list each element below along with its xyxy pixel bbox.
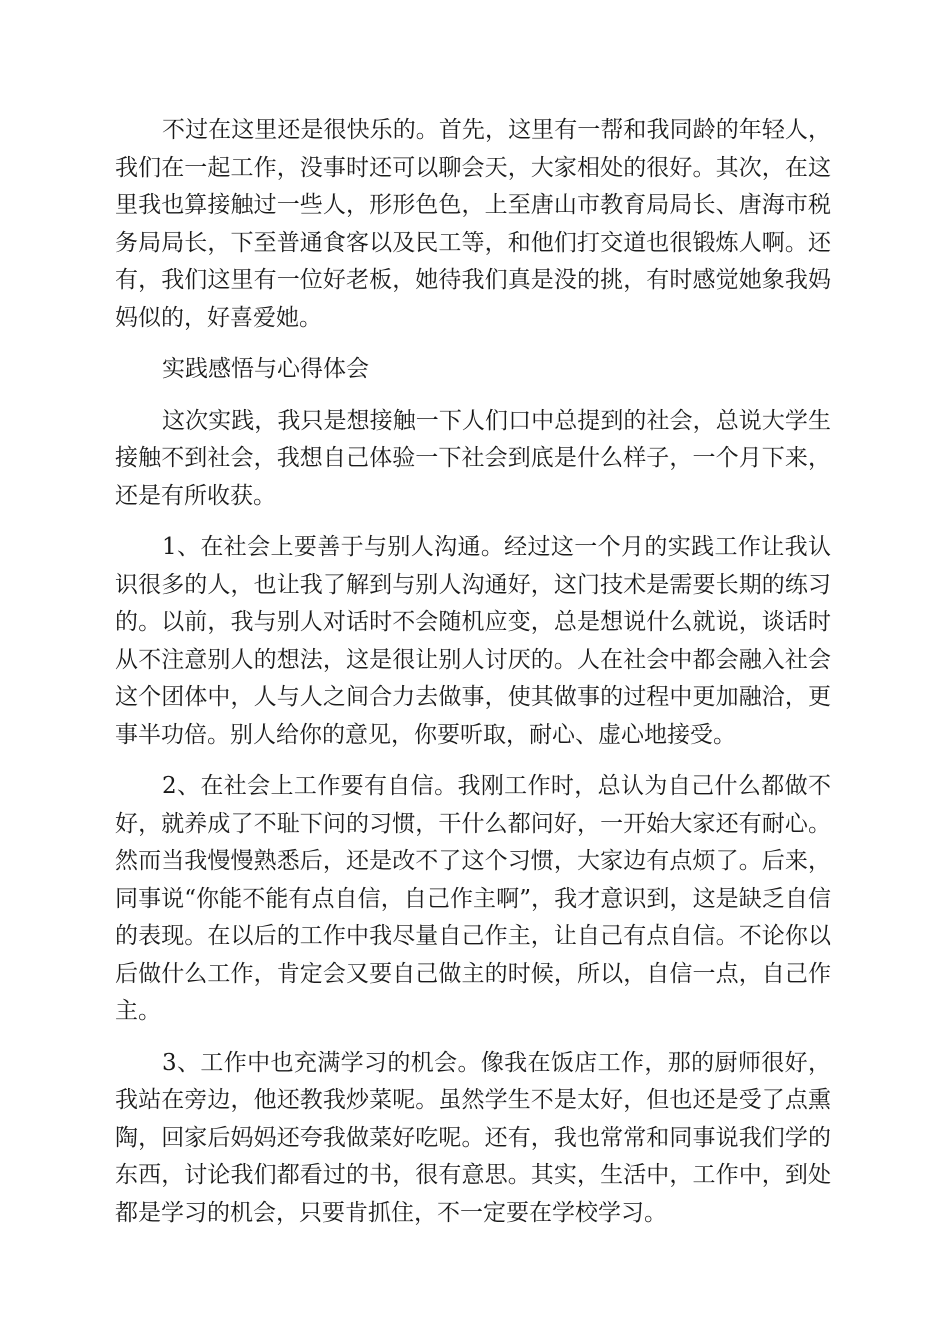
paragraph-happy-at-work: 不过在这里还是很快乐的。首先，这里有一帮和我同龄的年轻人，我们在一起工作，没事时还可以聊会天，大家相处的很好。其次，在这里我也算接触过一些人，形形色色，上至唐山市教育局局长、唐海市税务局局长，下至普通食客以及民工等，和他们打交道也很锻炼人啊。还有，我们这里有一位好老板，她待我们真是没的挑，有时感觉她象我妈妈似的，好喜爱她。 <box>115 117 831 331</box>
document-body <box>115 112 831 1246</box>
paragraph-point-confidence: 2、在社会上工作要有自信。我刚工作时，总认为自己什么都做不好，就养成了不耻下问的习惯，干什么都问好，一开始大家还有耐心。然而当我慢慢熟悉后，还是改不了这个习惯，大家边有点烦了。后来，同事说“你能不能有点自信，自己作主啊”，我才意识到，这是缺乏自信的表现。在以后的工作中我尽量自己作主，让自己有点自信。不论你以后做什么工作，肯定会又要自己做主的时候，所以，自信一点，自己作主。 <box>115 773 831 1024</box>
paragraph-point-communication: 1、在社会上要善于与别人沟通。经过这一个月的实践工作让我认识很多的人，也让我了解到与别人沟通好，这门技术是需要长期的练习的。以前，我与别人对话时不会随机应变，总是想说什么就说，谈话时从不注意别人的想法，这是很让别人讨厌的。人在社会中都会融入社会这个团体中，人与人之间合力去做事，使其做事的过程中更加融洽，更事半功倍。别人给你的意见，你要听取，耐心、虚心地接受。 <box>115 534 831 748</box>
section-heading: 实践感悟与心得体会 <box>162 356 369 382</box>
paragraph-practice-intro: 这次实践，我只是想接触一下人们口中总提到的社会，总说大学生接触不到社会，我想自己体验一下社会到底是什么样子，一个月下来，还是有所收获。 <box>115 407 831 509</box>
paragraph-point-learning: 3、工作中也充满学习的机会。像我在饭店工作，那的厨师很好，我站在旁边，他还教我炒菜呢。虽然学生不是太好，但也还是受了点熏陶，回家后妈妈还夸我做菜好吃呢。还有，我也常常和同事说我们学的东西，讨论我们都看过的书，很有意思。其实，生活中，工作中，到处都是学习的机会，只要肯抓住，不一定要在学校学习。 <box>115 1049 831 1226</box>
